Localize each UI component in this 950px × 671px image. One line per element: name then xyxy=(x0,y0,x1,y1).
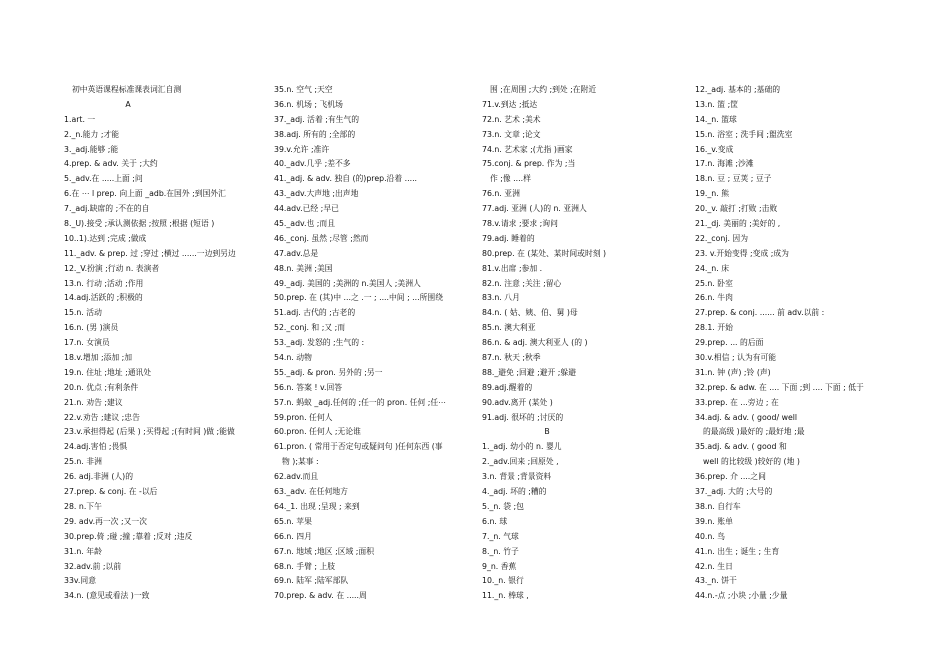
vocab-entry: 22._conj. 因为 xyxy=(695,233,749,243)
vocab-entry: 32.prep. & adw. 在 .... 下面 ;到 .... 下面 ; 低于 xyxy=(695,382,864,392)
vocab-entry: 43._adv.大声地 ;出声地 xyxy=(274,189,359,199)
vocab-entry: 71.v.到达 ;抵达 xyxy=(482,99,538,109)
vocab-entry: 12._V.扮演 ;行动 n. 表演者 xyxy=(64,263,160,273)
vocab-entry: 20.n. 优点 ;有利条件 xyxy=(64,382,139,392)
vocab-entry: 21.n. 劝告 ;建议 xyxy=(64,397,123,407)
vocab-entry: 62.adv.而且 xyxy=(274,472,319,482)
vocab-entry: 85.n. 澳大利亚 xyxy=(482,323,536,333)
vocab-entry: 48.n. 美洲 ;美国 xyxy=(274,263,333,273)
vocab-entry: 3._adj.能够 ;能 xyxy=(64,144,119,154)
vocab-entry: 87.n. 秋天 ;秋季 xyxy=(482,353,541,363)
vocab-entry: 17.n. 女演员 xyxy=(64,338,110,348)
column-2 xyxy=(274,83,480,604)
vocab-entry: 76.n. 亚洲 xyxy=(482,189,520,199)
vocab-entry: 12._adj. 基本的 ;基础的 xyxy=(695,85,781,94)
vocab-entry: 37._adj. 大的 ;大号的 xyxy=(695,487,773,497)
vocab-entry: 45._adv.也 ;而且 xyxy=(274,219,336,229)
vocab-entry: 74.n. 艺术家 ;(尤指 )画家 xyxy=(482,144,573,154)
vocab-entry: 6.n. 球 xyxy=(482,516,508,526)
vocab-entry: 17.n. 海滩 ;沙滩 xyxy=(695,159,754,169)
vocab-entry: 14.adj.活跃的 ;积极的 xyxy=(64,293,143,303)
vocab-entry: 41._adj. & adv. 独自 (的)prep.沿着 ..... xyxy=(274,174,418,184)
vocab-entry: 79.adj. 睡着的 xyxy=(482,233,535,243)
vocab-entry: 44.adv.已经 ;早已 xyxy=(274,204,339,214)
vocab-entry: 37._adj. 活着 ;有生气的 xyxy=(274,114,360,124)
vocab-entry: 91.adj. 很坏的 ;讨厌的 xyxy=(482,412,564,422)
vocab-entry: 5._n. 袋 ;包 xyxy=(482,501,524,511)
vocab-entry: 25.n. 卧室 xyxy=(695,278,733,288)
entry-continuation: 的最高级 )最好的 ;最好地 ;最 xyxy=(703,427,805,437)
vocab-entry: 49._adj. 美国的 ;美洲的 n.美国人 ;美洲人 xyxy=(274,278,421,288)
vocab-entry: 18.n. 豆 ; 豆荚 ; 豆子 xyxy=(695,174,772,184)
vocab-entry: 11._adv. & prep. 过 ;穿过 ;横过 ......一边到另边 xyxy=(64,248,236,258)
vocab-entry: 35.n. 空气 ;天空 xyxy=(274,85,333,94)
vocab-entry: 7._adj.缺席的 ;不在的自 xyxy=(64,204,150,214)
vocab-entry: 15.n. 活动 xyxy=(64,308,102,318)
vocab-entry: 28. n.下午 xyxy=(64,501,102,511)
vocab-entry: 36.prep. 介 ....之间 xyxy=(695,472,766,482)
vocab-entry: 77.adj. 亚洲 (人)的 n. 亚洲人 xyxy=(482,204,587,214)
vocab-entry: 34.adj. & adv. ( good/ well xyxy=(695,412,798,422)
vocab-entry: 83.n. 八月 xyxy=(482,293,520,303)
vocab-entry: 4.prep. & adv. 关于 ;大约 xyxy=(64,159,158,169)
vocab-entry: 50.prep. 在 (其)中 ...之 .一 ; ....中间 ; ...所围绕 xyxy=(274,293,444,303)
vocab-entry: 72.n. 艺术 ;美术 xyxy=(482,114,541,124)
vocab-entry: 73.n. 文章 ;论文 xyxy=(482,129,541,139)
vocab-entry: 30.v.相信 ; 认为有可能 xyxy=(695,353,777,363)
vocab-entry: 9_n. 香蕉 xyxy=(482,561,517,571)
vocab-entry: 81.v.出席 ;参加 . xyxy=(482,263,543,273)
vocab-entry: 66.n. 四月 xyxy=(274,531,312,541)
vocab-entry: 40.n. 鸟 xyxy=(695,531,726,541)
vocab-entry: 22.v.劝告 ;建议 ;忠告 xyxy=(64,412,140,422)
vocab-entry: 52._conj. 和 ;又 ;而 xyxy=(274,323,346,333)
vocab-entry: 26.n. 牛肉 xyxy=(695,293,733,303)
vocab-entry: 64._1. 出现 ;呈现 ; 来到 xyxy=(274,501,360,511)
vocab-entry: 1.art. 一 xyxy=(64,114,96,124)
vocab-entry: 25.n. 非洲 xyxy=(64,457,102,467)
entry-continuation: 物 );某事 : xyxy=(282,457,319,467)
vocab-entry: 4._adj. 坏的 ;糟的 xyxy=(482,487,547,497)
vocab-entry: 23.v.承担得起 (后果 ) ;买得起 ;(有时间 )做 ;能做 xyxy=(64,427,235,437)
vocab-entry: 16._v.变成 xyxy=(695,144,734,154)
vocab-entry: 80.prep. 在 (某处、某时间或时刻 ) xyxy=(482,248,607,258)
vocab-entry: 3.n. 背景 ;背景资料 xyxy=(482,472,552,482)
vocab-entry: 19._n. 熊 xyxy=(695,189,729,199)
vocab-entry: 44.n.-点 ;小块 ;小量 ;少量 xyxy=(695,591,788,601)
vocab-entry: 90.adv.离开 (某处 ) xyxy=(482,397,553,407)
vocab-entry: 34.n. (意见或看法 )一致 xyxy=(64,591,150,601)
vocab-entry: 82.n. 注意 ;关注 ;留心 xyxy=(482,278,562,288)
vocab-entry: 56.n. 答案 ! v.回答 xyxy=(274,382,343,392)
vocab-entry: 33v.同意 xyxy=(64,576,97,586)
vocab-entry: 68.n. 手臂 ; 上肢 xyxy=(274,561,336,571)
vocab-entry: 10..1).达到 ;完成 ;做成 xyxy=(64,233,147,243)
vocab-entry: 53._adj. 发怒的 ;生气的 : xyxy=(274,338,365,348)
vocab-entry: 27.prep. & conj. ...... 前 adv.以前 : xyxy=(695,308,825,318)
vocab-entry: 51.adj. 古代的 ;古老的 xyxy=(274,308,356,318)
column-1 xyxy=(64,83,272,604)
vocab-entry: 31.n. 年龄 xyxy=(64,546,102,556)
vocab-entry: 40._adv.几乎 ;差不多 xyxy=(274,159,351,169)
vocab-entry: 7._n. 气球 xyxy=(482,531,519,541)
vocab-entry: 2._n.能力 ;才能 xyxy=(64,129,120,139)
section-letter-heading: B xyxy=(544,427,550,437)
vocab-entry: 5._adv.在 .....上面 ;问 xyxy=(64,174,143,184)
vocab-entry: 23. v.开始变得 ;变成 ;成为 xyxy=(695,248,789,258)
vocab-entry: 21._dj. 美丽的 ;美好的 , xyxy=(695,219,781,229)
vocab-entry: 38.n. 自行车 xyxy=(695,501,741,511)
vocab-entry: 29. adv.再一次 ;又一次 xyxy=(64,516,147,526)
vocab-entry: 75.conj. & prep. 作为 ;当 xyxy=(482,159,576,169)
vocab-entry: 26. adj.非洲 (人)的 xyxy=(64,472,133,482)
vocab-entry: 35.adj. & adv. ( good 和 xyxy=(695,442,787,452)
vocab-entry: 27.prep. & conj. 在 -以后 xyxy=(64,487,158,497)
vocab-entry: 86.n. & adj. 澳大利亚人 (的 ) xyxy=(482,338,588,348)
vocab-entry: 38.adj. 所有的 ;全部的 xyxy=(274,129,356,139)
vocab-entry: 20._v. 敲打 ;打败 ;击败 xyxy=(695,204,778,214)
vocab-entry: 19.n. 住址 ;地址 ;通讯处 xyxy=(64,367,152,377)
vocab-entry: 55._adj. & pron. 另外的 ;另一 xyxy=(274,367,383,377)
vocab-entry: 15.n. 浴室 ; 洗手间 ;盥洗室 xyxy=(695,129,793,139)
vocab-entry: 10._n. 银行 xyxy=(482,576,524,586)
entry-continuation: 作 ;像 ....样 xyxy=(490,174,531,184)
vocab-entry: 70.prep. & adv. 在 .....周 xyxy=(274,591,367,601)
vocab-entry: 69.n. 陆军 ;陆军部队 xyxy=(274,576,349,586)
section-letter-heading: A xyxy=(125,99,131,109)
vocab-entry: 41.n. 出生 ; 诞生 ; 生育 xyxy=(695,546,780,556)
vocab-entry: 32.adv.前 ;以前 xyxy=(64,561,122,571)
vocab-entry: 88._避免 ;回避 ;避开 ;躲避 xyxy=(482,367,576,377)
vocab-entry: 8._n. 竹子 xyxy=(482,546,519,556)
vocab-entry: 28.1. 开始 xyxy=(695,323,733,333)
vocab-entry: 2._adv.回来 ;回原处 , xyxy=(482,457,559,467)
vocab-entry: 84.n. ( 姑、姨、伯、舅 )母 xyxy=(482,308,578,318)
vocab-entry: 65.n. 苹果 xyxy=(274,516,312,526)
vocab-entry: 13.n. 行动 ;活动 ;作用 xyxy=(64,278,144,288)
vocab-entry: 11._n. 棒球 , xyxy=(482,591,529,601)
vocab-entry: 39.v.允许 ;准许 xyxy=(274,144,330,154)
vocab-entry: 63._adv. 在任何地方 xyxy=(274,487,348,497)
vocab-entry: 18.v.增加 ;添加 ;加 xyxy=(64,353,133,363)
column-3 xyxy=(482,83,692,604)
vocab-entry: 78.v.请求 ;要求 ;询问 xyxy=(482,219,558,229)
vocab-entry: 30.prep.倚 ;碰 ;撞 ;靠着 ;反对 ;违反 xyxy=(64,531,193,541)
vocab-entry: 54.n. 动物 xyxy=(274,353,312,363)
vocab-entry: 24._n. 床 xyxy=(695,263,729,273)
entry-continuation: well 的比较级 )较好的 (地 ) xyxy=(703,457,800,467)
column-4 xyxy=(695,83,925,604)
vocab-entry: 31.n. 钟 (声) ;铃 (声) xyxy=(695,367,771,377)
vocab-entry: 36.n. 机场 ; 飞机场 xyxy=(274,99,343,109)
vocab-entry: 8._U).接受 ;承认测依据 ;按照 ;根据 (短语 ) xyxy=(64,219,215,229)
vocab-entry: 29.prep. ... 的后面 xyxy=(695,338,764,348)
vocab-entry: 16.n. (男 )演员 xyxy=(64,323,119,333)
vocab-entry: 14._n. 篮球 xyxy=(695,114,737,124)
vocab-entry: 6.在 ⋯ l prep. 向上面 _adb.在国外 ;到国外汇 xyxy=(64,189,226,199)
vocab-entry: 67.n. 地域 ;地区 ;区域 ;面积 xyxy=(274,546,374,556)
vocab-entry: 33.prep. 在 ...旁边 ; 在 xyxy=(695,397,779,407)
vocab-entry: 46._conj. 虽然 ;尽管 ;然而 xyxy=(274,233,369,243)
vocab-entry: 1._adj. 幼小的 n. 婴儿 xyxy=(482,442,562,452)
vocab-entry: 42.n. 生日 xyxy=(695,561,733,571)
vocab-entry: 89.adj.醒着的 xyxy=(482,382,533,392)
vocab-entry: 39.n. 账单 xyxy=(695,516,733,526)
vocab-entry: 61.pron. ( 常用于否定句或疑问句 )任何东西 (事 xyxy=(274,442,443,452)
entry-continuation: 初中英语课程标准课表词汇自测 xyxy=(72,85,182,94)
vocab-entry: 57.n. 蚂蚁 _adj.任何的 ;任一的 pron. 任何 ;任⋯ xyxy=(274,397,446,407)
vocab-entry: 47.adv.总是 xyxy=(274,248,319,258)
entry-continuation: 围 ;在周围 ;大约 ;到处 ;在附近 xyxy=(490,85,597,94)
vocab-entry: 24.adj.害怕 ;畏惧 xyxy=(64,442,128,452)
vocab-entry: 43._n. 饼干 xyxy=(695,576,737,586)
vocab-entry: 13.n. 篮 ;筐 xyxy=(695,99,738,109)
vocab-entry: 60.pron. 任何人 ;无论谁 xyxy=(274,427,361,437)
vocab-entry: 59.pron. 任何人 xyxy=(274,412,333,422)
